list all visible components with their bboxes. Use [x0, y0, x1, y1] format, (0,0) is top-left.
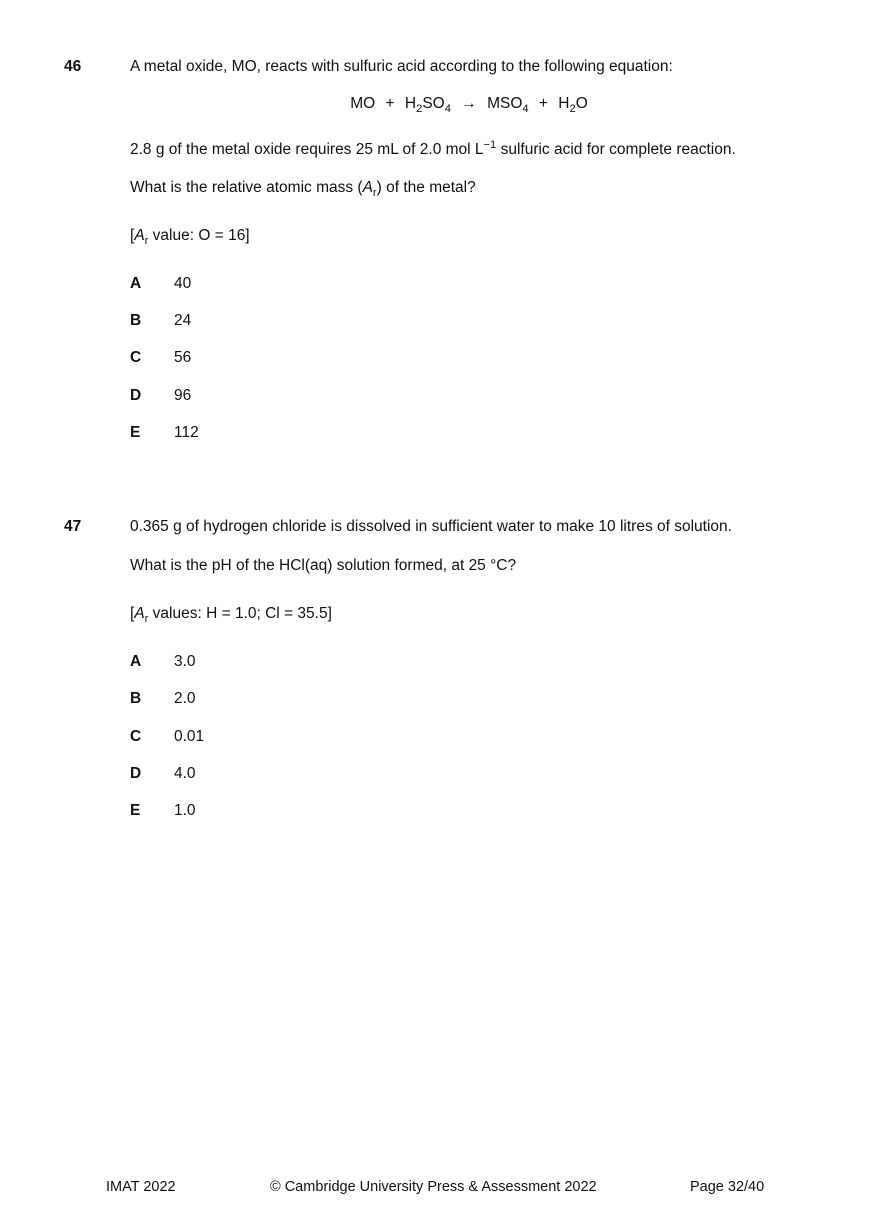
- question-46-number: 46: [64, 58, 82, 75]
- question-46-info-line: 2.8 g of the metal oxide requires 25 mL of 2.0 mol $L^{-1}$ sulfuric acid for complete reaction.: [130, 138, 736, 158]
- q46-option-a-value: 40: [174, 275, 192, 292]
- q47-option-c-letter: C: [130, 728, 142, 745]
- question-46-data: [$A_r$ value: O = 16]: [130, 227, 250, 247]
- q46-option-d-value: 96: [174, 387, 192, 404]
- q46-option-e-value: 112: [174, 424, 199, 441]
- question-46-equation: [0, 94, 870, 114]
- eq-reactant-1: MO: [350, 95, 376, 112]
- q47-option-a-value: 3.0: [174, 653, 196, 670]
- footer-copyright: © Cambridge University Press & Assessment 2022: [270, 1179, 597, 1195]
- eq-product-1: $MSO_4$: [487, 95, 529, 115]
- question-47-stem: 0.365 g of hydrogen chloride is dissolved in sufficient water to make 10 litres of solution.: [130, 518, 732, 535]
- q46-option-d-letter: D: [130, 387, 142, 404]
- eq-plus-1: +: [385, 95, 395, 112]
- question-46-question: What is the relative atomic mass $(A_r)$ of the metal?: [130, 179, 476, 199]
- q47-option-b-letter: B: [130, 690, 142, 707]
- question-46-stem: A metal oxide, MO, reacts with sulfuric acid according to the following equation:: [130, 58, 673, 75]
- question-47-data: [$A_r$ values: H = 1.0; Cl = 35.5]: [130, 605, 332, 625]
- q47-option-d-letter: D: [130, 765, 142, 782]
- eq-arrow: →: [461, 95, 477, 112]
- q47-option-e-letter: E: [130, 802, 141, 819]
- q47-option-d-value: 4.0: [174, 765, 196, 782]
- eq-plus-2: +: [538, 95, 548, 112]
- q46-option-a-letter: A: [130, 275, 142, 292]
- q47-option-a-letter: A: [130, 653, 142, 670]
- q47-option-e-value: 1.0: [174, 802, 196, 819]
- eq-reactant-2: $H_2SO_4$: [404, 95, 451, 115]
- question-47-question: What is the pH of the HCl(aq) solution formed, at 25 °C?: [130, 557, 517, 574]
- q46-option-e-letter: E: [130, 424, 141, 441]
- q46-option-c-letter: C: [130, 349, 142, 366]
- q46-option-b-letter: B: [130, 312, 142, 329]
- q46-option-b-value: 24: [174, 312, 192, 329]
- footer-page-number: Page 32/40: [690, 1179, 765, 1195]
- question-47-number: 47: [64, 518, 82, 535]
- footer-exam-name: IMAT 2022: [106, 1179, 176, 1195]
- eq-product-2: $H_2O$: [558, 95, 588, 115]
- q47-option-b-value: 2.0: [174, 690, 196, 707]
- q46-option-c-value: 56: [174, 349, 192, 366]
- q47-option-c-value: 0.01: [174, 728, 205, 745]
